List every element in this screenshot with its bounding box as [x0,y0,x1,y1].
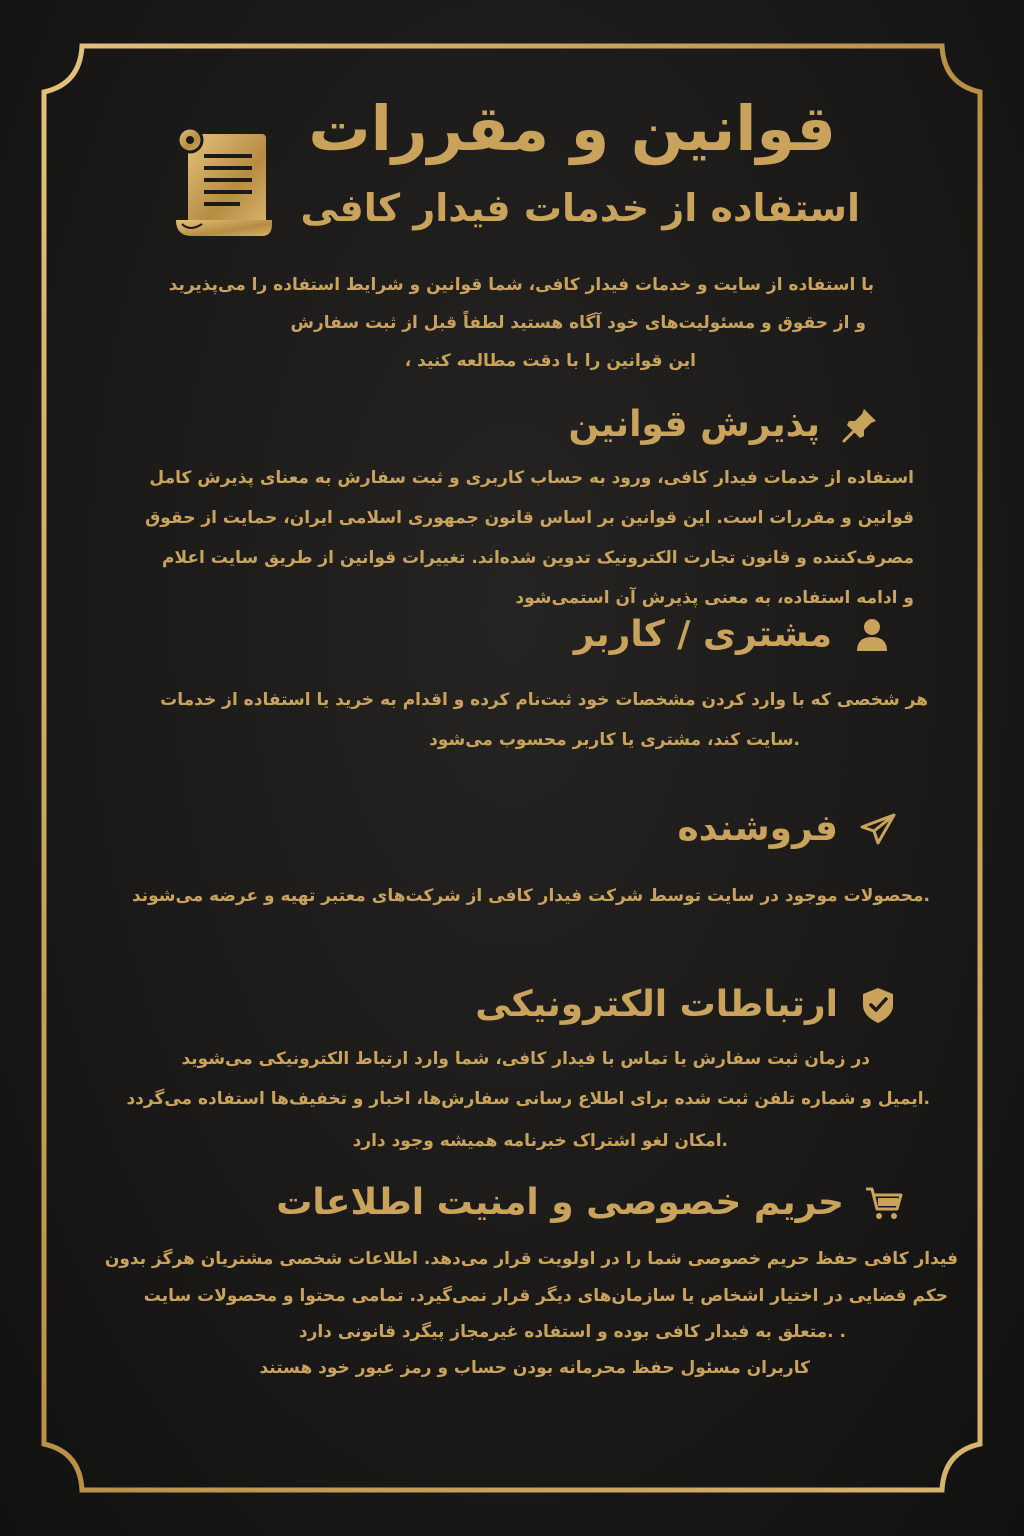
section-body-line: مصرف‌کننده و قانون تجارت الکترونیک تدوین شده‌اند. تغییرات قوانین از طریق سایت اعلام [162,548,914,568]
intro-paragraph [144,266,874,380]
section-body-line: .ایمیل و شماره تلفن ثبت شده برای اطلاع رسانی سفارش‌ها، اخبار و تخفیف‌ها استفاده می‌گردد [126,1089,930,1109]
section-heading-text: ارتباطات الکترونیکی [475,984,838,1025]
section-body-line: هر شخصی که با وارد کردن مشخصات خود ثبت‌نام کرده و اقدام به خرید یا استفاده از خدمات [160,690,928,710]
section-body-seller [90,876,930,916]
cart-icon [864,1183,904,1223]
section-body-line: .محصولات موجود در سایت توسط شرکت فیدار کافی از شرکت‌های معتبر تهیه و عرضه می‌شوند [131,886,930,906]
page-title: قوانین و مقررات [308,92,836,165]
section-body-line: کاربران مسئول حفظ محرمانه بودن حساب و رمز عبور خود هستند [259,1358,810,1378]
page-subtitle: استفاده از خدمات فیدار کافی [300,186,860,230]
section-heading-text: حریم خصوصی و امنیت اطلاعات [276,1182,844,1223]
section-heading-text: مشتری / کاربر [573,614,832,655]
intro-line: و از حقوق و مسئولیت‌های خود آگاه هستید لطفاً قبل از ثبت سفارش [290,313,866,333]
section-heading-text: پذیرش قوانین [568,404,820,445]
section-body-line: . .متعلق به فیدار کافی بوده و استفاده غیرمجاز پیگرد قانونی دارد [298,1322,846,1342]
section-body-line: حکم قضایی در اختیار اشخاص یا سازمان‌های دیگر قرار نمی‌گیرد. تمامی محتوا و محصولات سایت [143,1286,948,1306]
section-body-privacy [58,1240,958,1386]
section-heading-communications [475,984,898,1025]
intro-line: با استفاده از سایت و خدمات فیدار کافی، شما قوانین و شرایط استفاده را می‌پذیرید [168,275,874,295]
section-body-line: استفاده از خدمات فیدار کافی، ورود به حساب کاربری و ثبت سفارش به معنای پذیرش کامل [149,468,914,488]
section-heading-acceptance [568,404,880,445]
section-heading-customer [574,614,892,655]
section-body-customer [88,680,928,760]
section-heading-privacy [276,1182,904,1223]
section-body-line: .سایت کند، مشتری یا کاربر محسوب می‌شود [429,730,800,750]
section-body-line: و ادامه استفاده، به معنی پذیرش آن استمی‌شود [515,588,914,608]
shield-check-icon [858,985,898,1025]
user-icon [852,615,892,655]
pin-icon [840,405,880,445]
section-body-line: در زمان ثبت سفارش یا تماس با فیدار کافی، شما وارد ارتباط الکترونیکی می‌شوید [181,1049,870,1069]
section-heading-seller [678,808,899,849]
section-body-acceptance [94,458,914,618]
section-body-line: قوانین و مقررات است. این قوانین بر اساس قانون جمهوری اسلامی ایران، حمایت از حقوق [145,508,914,528]
section-heading-text: فروشنده [677,808,838,849]
section-body-communications [90,1040,930,1162]
section-body-line: .امکان لغو اشتراک خبرنامه همیشه وجود دارد [352,1131,728,1151]
intro-line: این قوانین را با دقت مطالعه کنید ، [404,351,696,371]
send-icon [858,809,898,849]
scroll-document-icon [168,124,280,242]
section-body-line: فیدار کافی حفظ حریم خصوصی شما را در اولویت قرار می‌دهد. اطلاعات شخصی مشتریان هرگز بدون [104,1249,958,1269]
